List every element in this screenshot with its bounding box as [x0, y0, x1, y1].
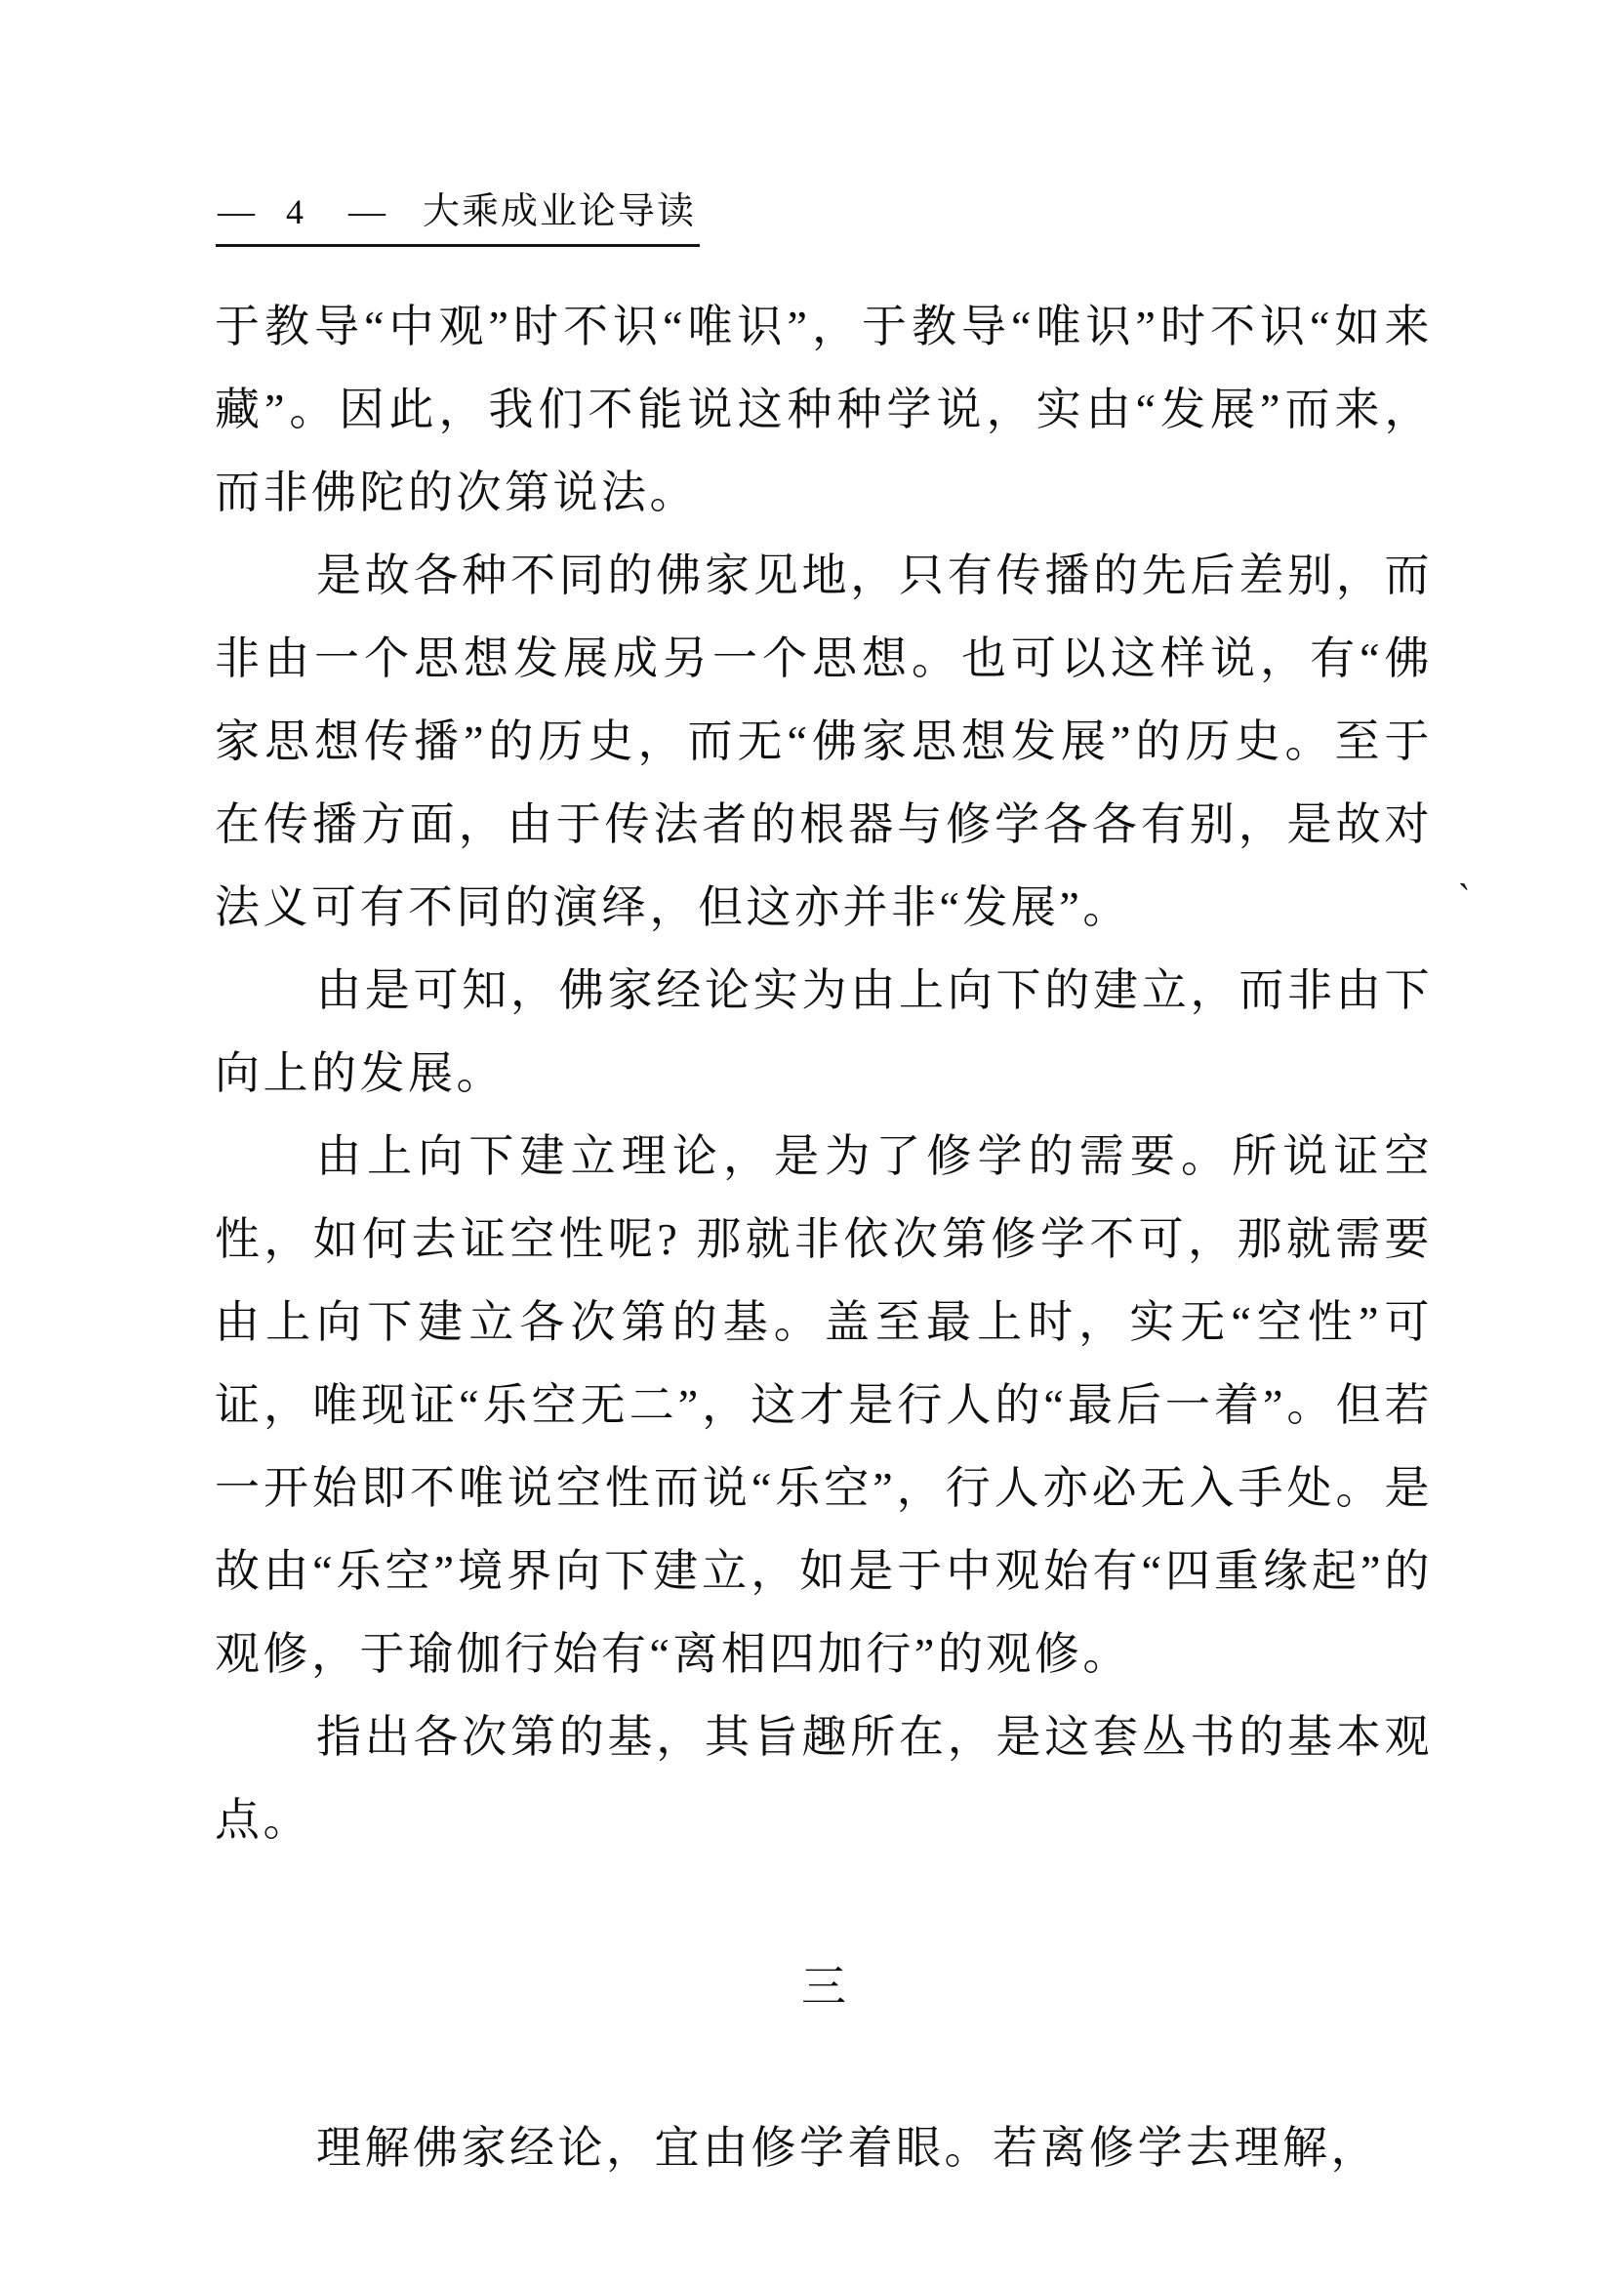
page-number: 4 [286, 192, 304, 231]
section-number-heading: 三 [801, 1962, 846, 2012]
page-header [216, 191, 700, 247]
header-dash-right: — [348, 191, 386, 232]
page-body [215, 285, 1433, 2189]
paragraph: 理解佛家经论，宜由修学着眼。若离修学去理解， [316, 2123, 1379, 2173]
paragraph: 由是可知，佛家经论实为由上向下的建立，而非由下向上的发展。 [215, 965, 1433, 1098]
paragraph: 指出各次第的基，其旨趣所在，是这套丛书的基本观点。 [215, 1712, 1433, 1845]
paragraph: 由上向下建立理论，是为了修学的需要。所说证空性，如何去证空性呢? 那就非依次第修学不可，那就需要由上向下建立各次第的基。盖至最上时，实无“空性”可证，唯现证“乐空无二”，这才是行人的“最后一着”。但若一开始即不唯说空性而说“乐空”，行人亦必无入手处。是故由“乐空”境界向下建立，如是于中观始有“四重缘起”的观修，于瑜伽行始有“离相四加行”的观修。 [215, 1131, 1433, 1679]
header-dash-left: — [218, 191, 255, 232]
running-title: 大乘成业论导读 [423, 191, 697, 232]
scan-artifact-tick: ˋ [1452, 875, 1473, 920]
paragraph-continuation: 于教导“中观”时不识“唯识”，于教导“唯识”时不识“如来藏”。因此，我们不能说这种种学说，实由“发展”而来，而非佛陀的次第说法。 [215, 302, 1433, 517]
paragraph: 是故各种不同的佛家见地，只有传播的先后差别，而非由一个思想发展成另一个思想。也可以这样说，有“佛家思想传播”的历史，而无“佛家思想发展”的历史。至于在传播方面，由于传法者的根器与修学各各有别，是故对法义可有不同的演绎，但这亦并非“发展”。 [215, 551, 1433, 932]
